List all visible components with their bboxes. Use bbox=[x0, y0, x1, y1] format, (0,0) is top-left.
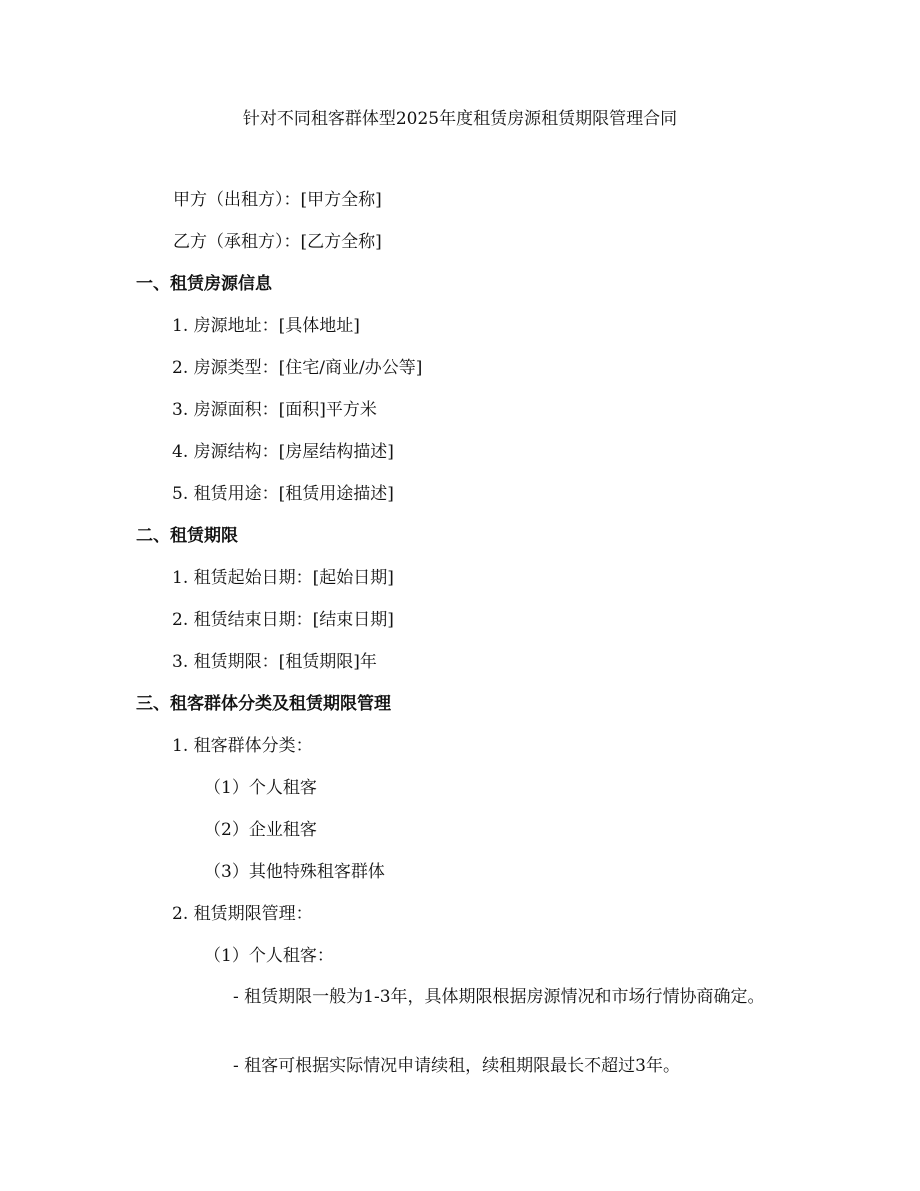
list-item: 4. 房源结构：[房屋结构描述] bbox=[172, 442, 394, 462]
list-item: 1. 租赁起始日期：[起始日期] bbox=[172, 568, 394, 588]
section-heading: 二、租赁期限 bbox=[136, 526, 238, 546]
group-item: （2）企业租客 bbox=[204, 820, 317, 840]
bullet-paragraph: - 租赁期限一般为1-3年，具体期限根据房源情况和市场行情协商确定。 bbox=[233, 987, 765, 1007]
list-item: 2. 租赁期限管理： bbox=[172, 904, 313, 924]
section-heading: 一、租赁房源信息 bbox=[136, 274, 272, 294]
sub-item: （1）个人租客： bbox=[204, 946, 334, 966]
list-item: 1. 房源地址：[具体地址] bbox=[172, 316, 360, 336]
list-item: 2. 租赁结束日期：[结束日期] bbox=[172, 610, 394, 630]
document-title: 针对不同租客群体型2025年度租赁房源租赁期限管理合同 bbox=[242, 109, 678, 129]
group-item: （1）个人租客 bbox=[204, 778, 317, 798]
group-item: （3）其他特殊租客群体 bbox=[204, 862, 385, 882]
list-item: 2. 房源类型：[住宅/商业/办公等] bbox=[172, 358, 423, 378]
party-a: 甲方（出租方）：[甲方全称] bbox=[173, 190, 382, 210]
list-item: 1. 租客群体分类： bbox=[172, 736, 313, 756]
section-heading: 三、租客群体分类及租赁期限管理 bbox=[136, 694, 391, 714]
party-b: 乙方（承租方）：[乙方全称] bbox=[173, 232, 382, 252]
list-item: 3. 房源面积：[面积]平方米 bbox=[172, 400, 377, 420]
list-item: 3. 租赁期限：[租赁期限]年 bbox=[172, 652, 377, 672]
list-item: 5. 租赁用途：[租赁用途描述] bbox=[172, 484, 394, 504]
bullet-paragraph: - 租客可根据实际情况申请续租，续租期限最长不超过3年。 bbox=[233, 1056, 680, 1076]
